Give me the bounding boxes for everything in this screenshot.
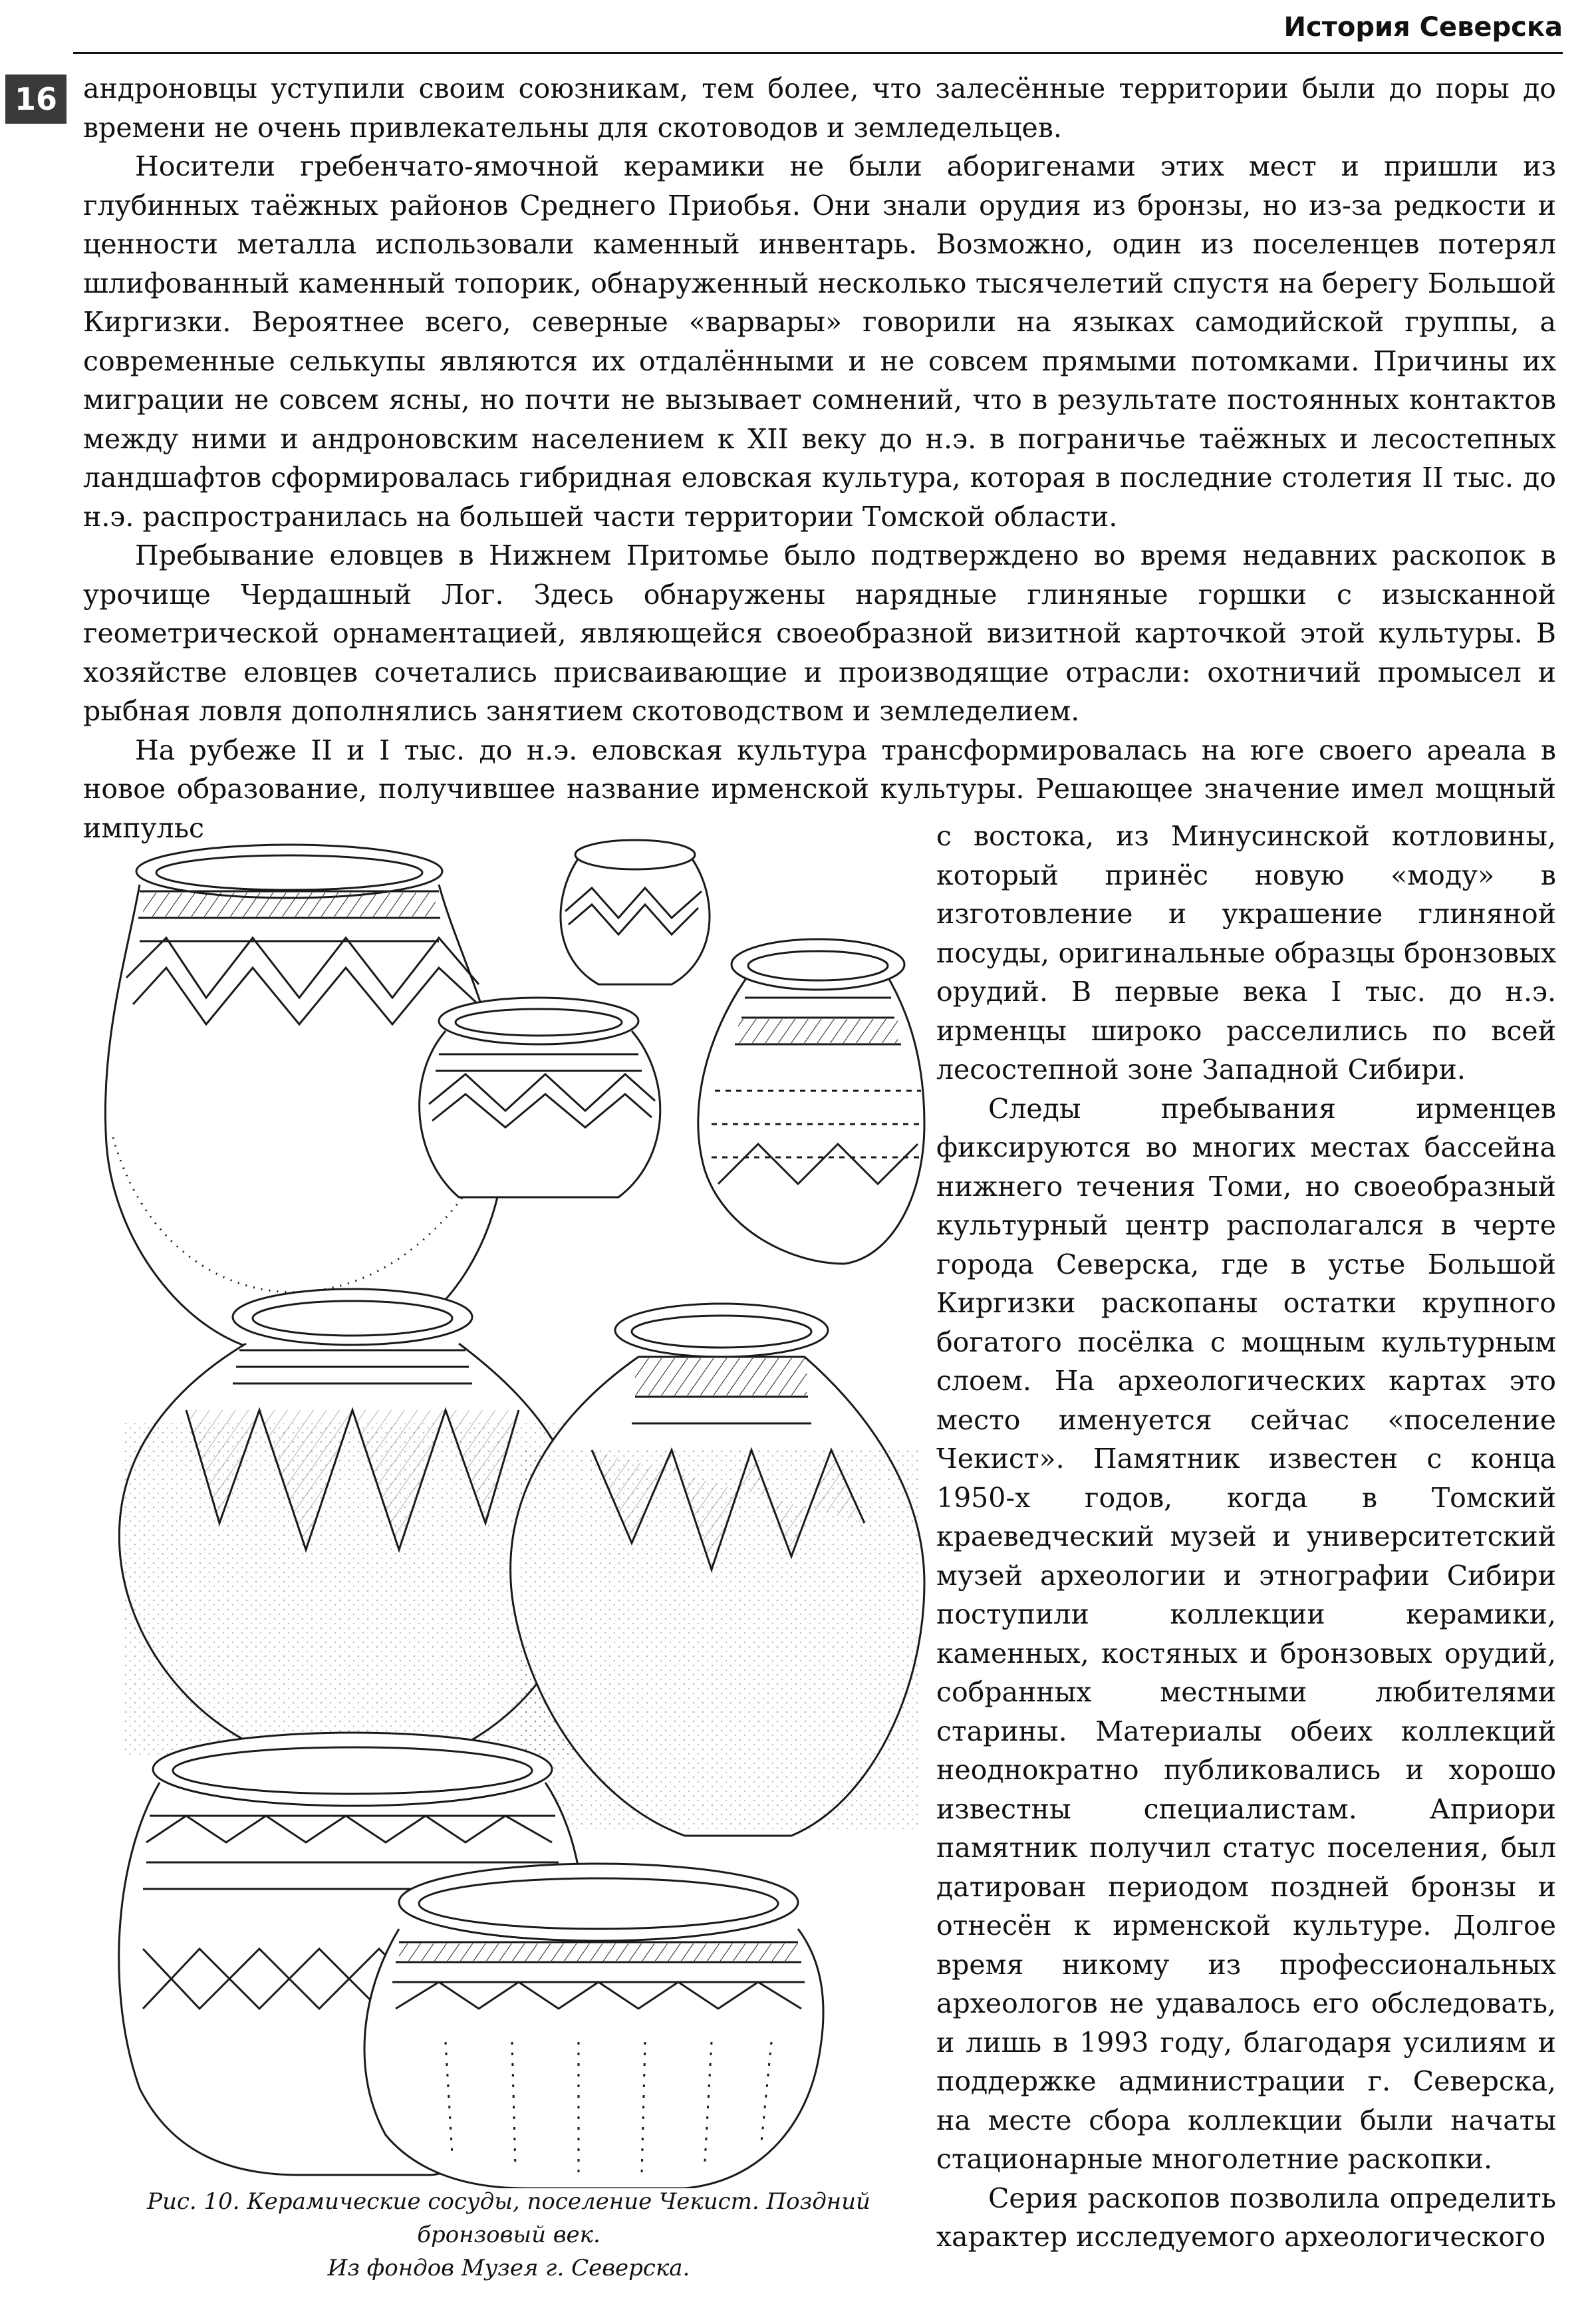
- body-text-right-column: [936, 817, 1556, 2257]
- figure-caption: [86, 2185, 931, 2285]
- vessel-4: [698, 939, 924, 1264]
- caption-line: Рис. 10. Керамические сосуды, поселение Чекист. Поздний бронзовый век.: [147, 2188, 870, 2248]
- caption-line: Из фондов Музея г. Северска.: [327, 2255, 690, 2281]
- vessels-illustration: [86, 825, 931, 2188]
- paragraph: Серия раскопов позволила определить характер исследуемого археологического: [936, 2182, 1556, 2253]
- vessel-2: [561, 840, 710, 984]
- body-text-top: [83, 69, 1556, 847]
- vessel-8: [364, 1864, 823, 2188]
- page-number: 16: [5, 74, 66, 124]
- paragraph: Пребывание еловцев в Нижнем Притомье было подтверждено во время недавних раскопок в урочище Чердашный Лог. Здесь обнаружены нарядные глиняные горшки с изысканной геометрической орнаментацией, являющейся своеобразной визитной карточкой этой культуры. В хозяйстве еловцев сочетались присваивающие и производящие отрасли: охотничий промысел и рыбная ловля дополнялись занятием скотоводством и земледелием.: [83, 539, 1556, 727]
- paragraph: Следы пребывания ирменцев фиксируются во многих местах бассейна нижнего течения Томи, но своеобразный культурный центр располагался в черте города Северска, где в устье Большой Киргизки раскопаны остатки крупного богатого посёлка с мощным культурным слоем. На археологических картах это место именуется сейчас «поселение Чекист». Памятник известен с конца 1950-х годов, когда в Томский краеведческий музей и университетский музей археологии и этнографии Сибири поступили коллекции керамики, каменных, костяных и бронзовых орудий, собранных местными любителями старины. Материалы обеих коллекций неоднократно публиковались и хорошо известны специалистам. Априори памятник получил статус поселения, был датирован периодом поздней бронзы и отнесён к ирменской культуре. Долгое время никому из профессиональных археологов не удавалось его обследовать, и лишь в 1993 году, благодаря усилиям и поддержке администрации г. Северска, на месте сбора коллекции были начаты стационарные многолетние раскопки.: [936, 1092, 1556, 2175]
- vessel-6: [511, 1304, 924, 1836]
- running-title: История Северска: [1283, 12, 1563, 43]
- paragraph: с востока, из Минусинской котловины, который принёс новую «моду» в изготовление и украшение глиняной посуды, оригинальные образцы бронзовых орудий. В первые века I тыс. до н.э. ирменцы широко расселились по всей лесостепной зоне Западной Сибири.: [936, 820, 1556, 1085]
- paragraph: андроновцы уступили своим союзникам, тем более, что залесённые территории были до поры до времени не очень привлекательны для скотоводов и земледельцев.: [83, 72, 1556, 144]
- paragraph: Носители гребенчато-ямочной керамики не были аборигенами этих мест и пришли из глубинных таёжных районов Среднего Приобья. Они знали орудия из бронзы, но из-за редкости и ценности металла использовали каменный инвентарь. Возможно, один из поселенцев потерял шлифованный каменный топорик, обнаруженный несколько тысячелетий спустя на берегу Большой Киргизки. Вероятнее всего, северные «варвары» говорили на языках самодийской группы, а современные селькупы являются их отдалёнными и не совсем прямыми потомками. Причины их миграции не совсем ясны, но почти не вызывает сомнений, что в результате постоянных контактов между ними и андроновским населением к XII веку до н.э. в пограничье таёжных и лесостепных ландшафтов сформировалась гибридная еловская культура, которая в последние столетия II тыс. до н.э. распространилась на большей части территории Томской области.: [83, 150, 1556, 533]
- paragraph: На рубеже II и I тыс. до н.э. еловская культура трансформировалась на юге своего ареала в новое образование, получившее название ирменской культуры. Решающее значение имел мощный импульс: [83, 734, 1556, 844]
- running-header: [73, 5, 1563, 54]
- vessel-3: [420, 998, 660, 1197]
- ceramic-vessels-figure: [86, 825, 931, 2188]
